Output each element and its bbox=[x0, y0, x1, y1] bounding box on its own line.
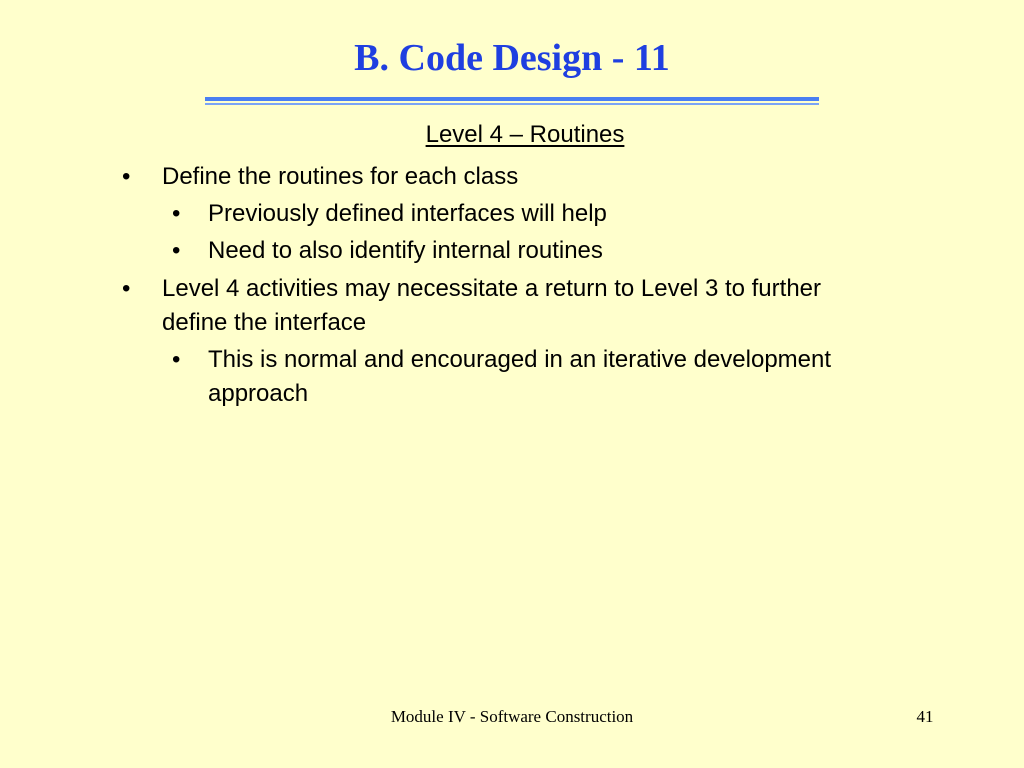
bullet-item bbox=[120, 272, 880, 340]
bullet-dot: • bbox=[122, 275, 131, 302]
bullet-list bbox=[120, 160, 880, 411]
footer-label: Module IV - Software Construction bbox=[390, 707, 634, 726]
sub-bullet-text: Previously defined interfaces will help bbox=[208, 200, 607, 227]
title-underline-rule bbox=[205, 97, 819, 106]
sub-bullet-dot: • bbox=[172, 200, 181, 227]
bullet-text: Level 4 activities may necessitate a return to Level 3 to further define the interface bbox=[162, 275, 822, 336]
sub-bullet-item bbox=[120, 234, 880, 268]
bullet-dot: • bbox=[122, 163, 131, 190]
title-rule-line-thick bbox=[205, 97, 819, 101]
sub-bullet-dot: • bbox=[172, 237, 181, 264]
page-number: 41 bbox=[916, 707, 934, 726]
sub-bullet-item bbox=[120, 343, 880, 411]
subtitle-text: Level 4 – Routines bbox=[425, 121, 625, 148]
bullet-text: Define the routines for each class bbox=[162, 163, 519, 190]
sub-bullet-text: Need to also identify internal routines bbox=[208, 237, 603, 264]
bullet-item bbox=[120, 160, 880, 194]
sub-bullet-dot: • bbox=[172, 346, 181, 373]
sub-bullet-text: This is normal and encouraged in an iterative development approach bbox=[208, 346, 832, 407]
sub-bullet-item bbox=[120, 197, 880, 231]
title-rule-line-thin bbox=[205, 103, 819, 105]
slide-subtitle bbox=[0, 120, 1024, 150]
slide-title: B. Code Design - 11 bbox=[354, 37, 670, 79]
